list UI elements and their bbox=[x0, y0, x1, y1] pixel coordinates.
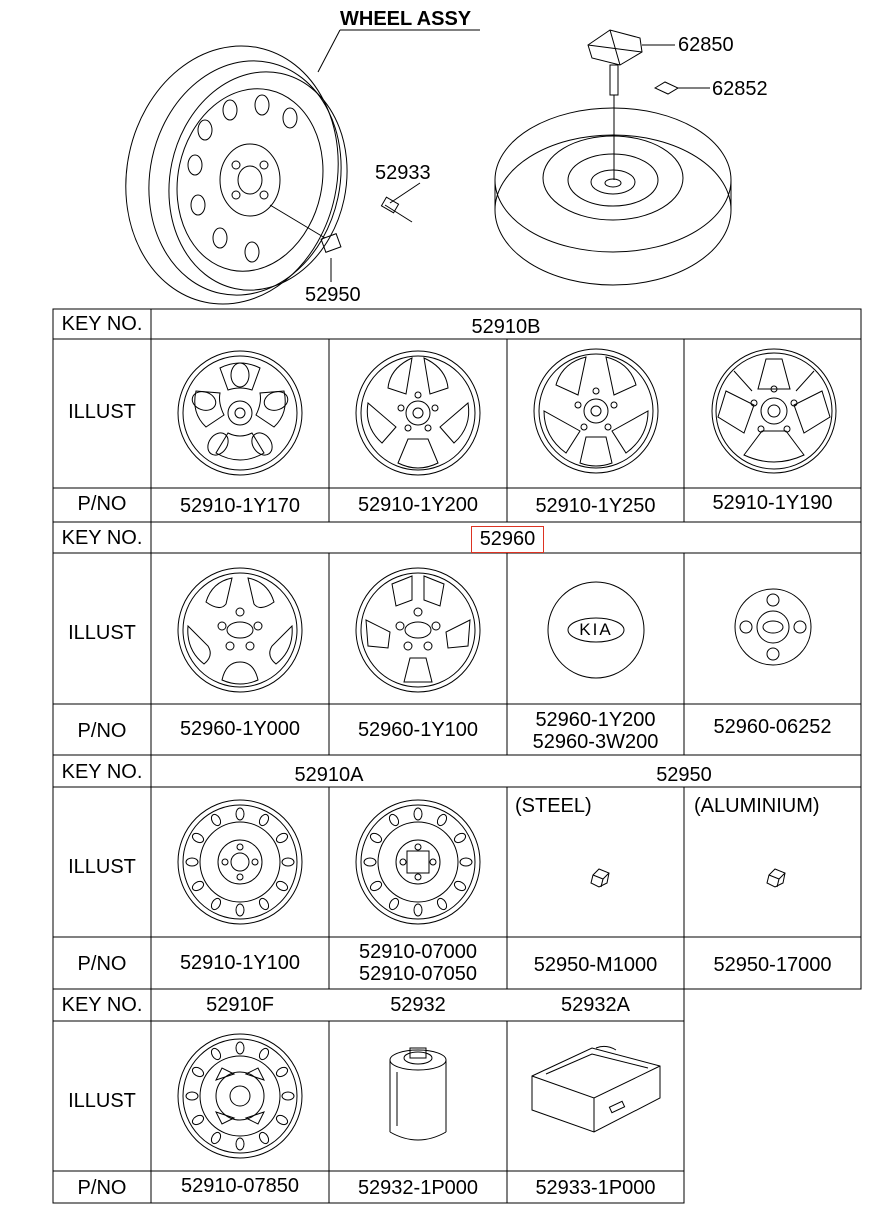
callout-62852[interactable]: 62852 bbox=[712, 78, 768, 100]
illust-label: ILLUST bbox=[68, 856, 136, 878]
key-52950[interactable]: 52950 bbox=[656, 764, 712, 786]
hubcap-52960-1Y100-illustration[interactable] bbox=[353, 565, 483, 695]
sealant-bottle-52932-illustration[interactable] bbox=[383, 1046, 453, 1146]
wheel-52910-1Y190-illustration[interactable] bbox=[709, 346, 839, 476]
key-no-label: KEY NO. bbox=[61, 313, 143, 335]
key-52910A[interactable]: 52910A bbox=[294, 764, 364, 786]
part-52932-1P000[interactable]: 52932-1P000 bbox=[357, 1177, 479, 1199]
illust-label: ILLUST bbox=[68, 1090, 136, 1112]
steel-wheel-52910-1Y100-illustration[interactable] bbox=[175, 797, 305, 927]
pno-label: P/NO bbox=[77, 1177, 127, 1199]
key-52932[interactable]: 52932 bbox=[390, 994, 446, 1016]
part-52960-1Y100[interactable]: 52960-1Y100 bbox=[357, 719, 479, 741]
part-52910-1Y200[interactable]: 52910-1Y200 bbox=[357, 494, 479, 516]
part-52910-07000[interactable]: 52910-07000 bbox=[359, 941, 477, 963]
part-52910-1Y190[interactable]: 52910-1Y190 bbox=[712, 492, 833, 514]
key-52960[interactable]: 52960 bbox=[479, 528, 536, 550]
part-52950-M1000[interactable]: 52950-M1000 bbox=[533, 954, 658, 976]
illust-label: ILLUST bbox=[68, 401, 136, 423]
key-no-label: KEY NO. bbox=[61, 527, 143, 549]
aluminium-label: (ALUMINIUM) bbox=[694, 795, 820, 817]
pno-label: P/NO bbox=[77, 953, 127, 975]
alloy-nut-52950-17000-illustration[interactable] bbox=[762, 864, 792, 894]
part-52960-3W200[interactable]: 52960-3W200 bbox=[532, 731, 659, 753]
part-52910-1Y170[interactable]: 52910-1Y170 bbox=[179, 495, 301, 517]
part-52960-1Y200[interactable]: 52960-1Y200 bbox=[535, 709, 656, 731]
key-52910B[interactable]: 52910B bbox=[471, 316, 541, 338]
callout-52933[interactable]: 52933 bbox=[375, 162, 431, 184]
part-52910-1Y250[interactable]: 52910-1Y250 bbox=[535, 495, 656, 517]
callout-52950[interactable]: 52950 bbox=[305, 284, 361, 306]
part-52960-06252[interactable]: 52960-06252 bbox=[713, 716, 832, 738]
steel-nut-52950-M1000-illustration[interactable] bbox=[586, 864, 616, 894]
wheel-52910-1Y200-illustration[interactable] bbox=[353, 348, 483, 478]
wheel-52910-1Y170-illustration[interactable] bbox=[175, 348, 305, 478]
center-cap-52960-06252-illustration[interactable] bbox=[733, 587, 813, 667]
key-52932A[interactable]: 52932A bbox=[561, 994, 630, 1016]
kia-logo-text: KIA bbox=[579, 620, 613, 639]
part-52950-17000[interactable]: 52950-17000 bbox=[713, 954, 832, 976]
wheel-assy-title: WHEEL ASSY bbox=[340, 8, 472, 30]
compressor-52932A-illustration[interactable] bbox=[526, 1046, 666, 1136]
key-no-label: KEY NO. bbox=[61, 994, 143, 1016]
key-52910F[interactable]: 52910F bbox=[206, 994, 274, 1016]
hubcap-52960-1Y000-illustration[interactable] bbox=[175, 565, 305, 695]
wheel-52910-1Y250-illustration[interactable] bbox=[531, 346, 661, 476]
steel-label: (STEEL) bbox=[515, 795, 592, 817]
part-52910-1Y100[interactable]: 52910-1Y100 bbox=[179, 952, 301, 974]
pno-label: P/NO bbox=[77, 493, 127, 515]
key-no-label: KEY NO. bbox=[61, 761, 143, 783]
steel-wheel-52910-07000-illustration[interactable] bbox=[353, 797, 483, 927]
callout-62850[interactable]: 62850 bbox=[678, 34, 734, 56]
part-52910-07850[interactable]: 52910-07850 bbox=[181, 1175, 299, 1197]
part-52910-07050[interactable]: 52910-07050 bbox=[359, 963, 477, 985]
steel-wheel-52910F-illustration[interactable] bbox=[175, 1031, 305, 1161]
part-52960-1Y000[interactable]: 52960-1Y000 bbox=[179, 718, 301, 740]
pno-label: P/NO bbox=[77, 720, 127, 742]
part-52933-1P000[interactable]: 52933-1P000 bbox=[535, 1177, 656, 1199]
illust-label: ILLUST bbox=[68, 622, 136, 644]
